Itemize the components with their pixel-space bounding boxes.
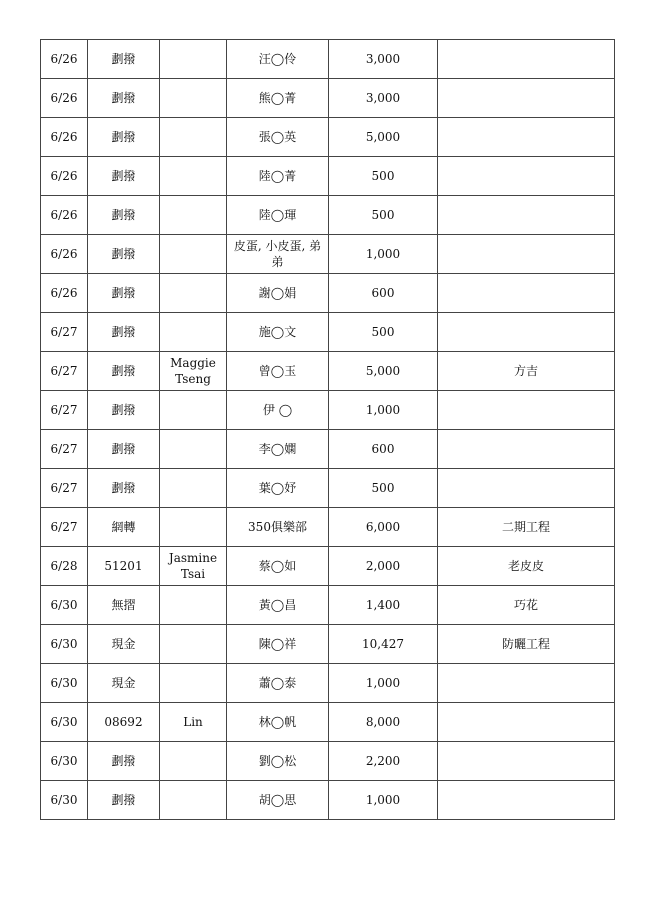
note-cell (438, 196, 615, 235)
table-row (41, 196, 615, 235)
table-row (41, 664, 615, 703)
date-cell: 6/26 (41, 196, 88, 235)
note-cell (438, 742, 615, 781)
amount-cell: 1,400 (329, 586, 438, 625)
date-cell: 6/30 (41, 703, 88, 742)
donor-name-cell: 胡◯思 (227, 781, 329, 820)
table-row (41, 40, 615, 79)
date-cell: 6/27 (41, 430, 88, 469)
english-name-cell (160, 430, 227, 469)
note-cell (438, 391, 615, 430)
date-cell: 6/30 (41, 625, 88, 664)
date-cell: 6/27 (41, 469, 88, 508)
table-row (41, 703, 615, 742)
amount-cell: 2,000 (329, 547, 438, 586)
english-name-cell: Jasmine Tsai (160, 547, 227, 586)
payment-method-cell: 劃撥 (88, 313, 160, 352)
english-name-cell (160, 625, 227, 664)
amount-cell: 500 (329, 196, 438, 235)
payment-method-cell: 網轉 (88, 508, 160, 547)
date-cell: 6/27 (41, 352, 88, 391)
table-row (41, 781, 615, 820)
note-cell (438, 157, 615, 196)
amount-cell: 1,000 (329, 664, 438, 703)
english-name-cell (160, 469, 227, 508)
date-cell: 6/27 (41, 391, 88, 430)
date-cell: 6/30 (41, 586, 88, 625)
donor-name-cell: 李◯嫻 (227, 430, 329, 469)
payment-method-cell: 劃撥 (88, 40, 160, 79)
note-cell (438, 235, 615, 274)
table-row (41, 469, 615, 508)
date-cell: 6/28 (41, 547, 88, 586)
date-cell: 6/26 (41, 274, 88, 313)
date-cell: 6/26 (41, 157, 88, 196)
table-row (41, 79, 615, 118)
payment-method-cell: 劃撥 (88, 235, 160, 274)
donation-ledger-table (40, 39, 615, 820)
ledger-body (41, 40, 615, 820)
note-cell (438, 40, 615, 79)
table-row (41, 274, 615, 313)
payment-method-cell: 劃撥 (88, 118, 160, 157)
english-name-cell (160, 40, 227, 79)
donor-name-cell: 陸◯琿 (227, 196, 329, 235)
note-cell (438, 430, 615, 469)
amount-cell: 600 (329, 274, 438, 313)
payment-method-cell: 51201 (88, 547, 160, 586)
payment-method-cell: 劃撥 (88, 79, 160, 118)
table-row (41, 157, 615, 196)
date-cell: 6/27 (41, 508, 88, 547)
english-name-cell (160, 79, 227, 118)
table-row (41, 586, 615, 625)
payment-method-cell: 劃撥 (88, 742, 160, 781)
english-name-cell (160, 118, 227, 157)
table-row (41, 391, 615, 430)
donor-name-cell: 張◯英 (227, 118, 329, 157)
table-row (41, 547, 615, 586)
amount-cell: 5,000 (329, 352, 438, 391)
payment-method-cell: 現金 (88, 625, 160, 664)
payment-method-cell: 劃撥 (88, 430, 160, 469)
table-row (41, 508, 615, 547)
english-name-cell (160, 313, 227, 352)
donor-name-cell: 伊 ◯ (227, 391, 329, 430)
note-cell: 方吉 (438, 352, 615, 391)
donor-name-cell: 熊◯菁 (227, 79, 329, 118)
english-name-cell (160, 196, 227, 235)
payment-method-cell: 劃撥 (88, 391, 160, 430)
english-name-cell: Lin (160, 703, 227, 742)
date-cell: 6/26 (41, 118, 88, 157)
note-cell (438, 469, 615, 508)
table-row (41, 235, 615, 274)
date-cell: 6/30 (41, 781, 88, 820)
english-name-cell (160, 157, 227, 196)
amount-cell: 5,000 (329, 118, 438, 157)
donor-name-cell: 汪◯伶 (227, 40, 329, 79)
payment-method-cell: 劃撥 (88, 196, 160, 235)
donor-name-cell: 謝◯娟 (227, 274, 329, 313)
note-cell (438, 664, 615, 703)
note-cell: 防曬工程 (438, 625, 615, 664)
amount-cell: 3,000 (329, 79, 438, 118)
table-row (41, 352, 615, 391)
date-cell: 6/26 (41, 79, 88, 118)
amount-cell: 500 (329, 469, 438, 508)
note-cell: 二期工程 (438, 508, 615, 547)
payment-method-cell: 劃撥 (88, 274, 160, 313)
amount-cell: 1,000 (329, 781, 438, 820)
amount-cell: 600 (329, 430, 438, 469)
english-name-cell (160, 391, 227, 430)
date-cell: 6/30 (41, 742, 88, 781)
donor-name-cell: 林◯帆 (227, 703, 329, 742)
donor-name-cell: 皮蛋, 小皮蛋, 弟弟 (227, 235, 329, 274)
english-name-cell (160, 586, 227, 625)
note-cell: 老皮皮 (438, 547, 615, 586)
amount-cell: 1,000 (329, 235, 438, 274)
note-cell (438, 274, 615, 313)
english-name-cell (160, 742, 227, 781)
date-cell: 6/27 (41, 313, 88, 352)
english-name-cell (160, 781, 227, 820)
date-cell: 6/26 (41, 235, 88, 274)
english-name-cell (160, 508, 227, 547)
payment-method-cell: 劃撥 (88, 352, 160, 391)
note-cell (438, 703, 615, 742)
english-name-cell: Maggie Tseng (160, 352, 227, 391)
donor-name-cell: 施◯文 (227, 313, 329, 352)
table-row (41, 313, 615, 352)
note-cell (438, 118, 615, 157)
payment-method-cell: 劃撥 (88, 469, 160, 508)
amount-cell: 8,000 (329, 703, 438, 742)
payment-method-cell: 無摺 (88, 586, 160, 625)
table-row (41, 118, 615, 157)
note-cell (438, 313, 615, 352)
english-name-cell (160, 274, 227, 313)
amount-cell: 6,000 (329, 508, 438, 547)
note-cell (438, 79, 615, 118)
table-row (41, 430, 615, 469)
donor-name-cell: 蕭◯泰 (227, 664, 329, 703)
donor-name-cell: 350俱樂部 (227, 508, 329, 547)
amount-cell: 3,000 (329, 40, 438, 79)
donor-name-cell: 葉◯妤 (227, 469, 329, 508)
donor-name-cell: 陸◯菁 (227, 157, 329, 196)
english-name-cell (160, 235, 227, 274)
date-cell: 6/30 (41, 664, 88, 703)
donor-name-cell: 陳◯祥 (227, 625, 329, 664)
amount-cell: 10,427 (329, 625, 438, 664)
table-row (41, 625, 615, 664)
donor-name-cell: 曾◯玉 (227, 352, 329, 391)
donor-name-cell: 劉◯松 (227, 742, 329, 781)
amount-cell: 1,000 (329, 391, 438, 430)
payment-method-cell: 08692 (88, 703, 160, 742)
payment-method-cell: 劃撥 (88, 781, 160, 820)
table-row (41, 742, 615, 781)
donor-name-cell: 黃◯昌 (227, 586, 329, 625)
note-cell (438, 781, 615, 820)
english-name-cell (160, 664, 227, 703)
date-cell: 6/26 (41, 40, 88, 79)
note-cell: 巧花 (438, 586, 615, 625)
payment-method-cell: 劃撥 (88, 157, 160, 196)
payment-method-cell: 現金 (88, 664, 160, 703)
amount-cell: 500 (329, 157, 438, 196)
amount-cell: 500 (329, 313, 438, 352)
donor-name-cell: 蔡◯如 (227, 547, 329, 586)
amount-cell: 2,200 (329, 742, 438, 781)
